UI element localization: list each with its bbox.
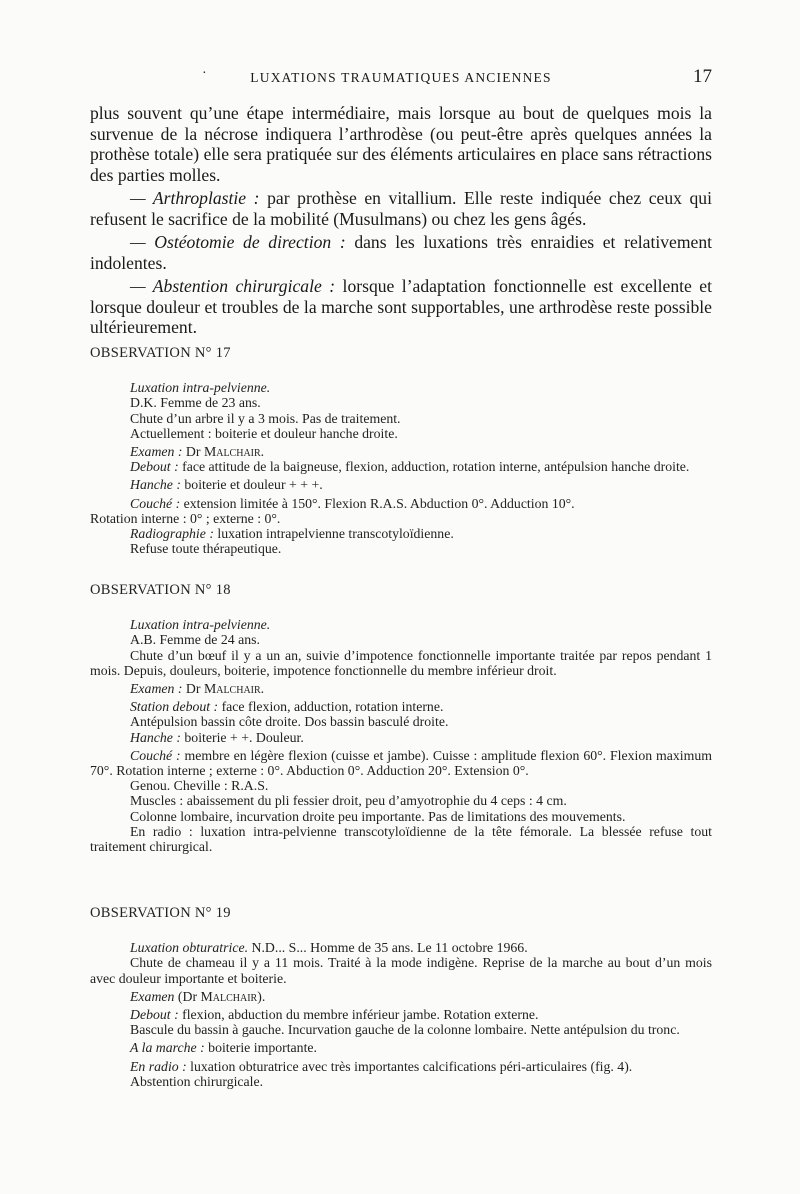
- station-finding: Station debout : face flexion, adduction, rotation interne.: [130, 699, 444, 715]
- patient-info: A.B. Femme de 24 ans.: [130, 632, 260, 648]
- abstention-label: — Abstention chirurgicale :: [130, 276, 336, 296]
- luxation-type: Luxation obturatrice. N.D... S... Homme de 35 ans. Le 11 octobre 1966.: [130, 940, 528, 956]
- debout-finding: Debout : flexion, abduction du membre inférieur jambe. Rotation externe.: [130, 1007, 539, 1023]
- radiographie-finding: Radiographie : luxation intrapelvienne transcotyloïdienne.: [130, 526, 454, 542]
- observation-heading: OBSERVATION N° 19: [90, 905, 231, 921]
- rotation-finding: Rotation interne : 0° ; externe : 0°.: [90, 510, 281, 526]
- history: Chute d’un arbre il y a 3 mois. Pas de traitement.: [130, 410, 401, 426]
- abstention-note: Abstention chirurgicale.: [130, 1073, 264, 1089]
- abstention-paragraph: [90, 276, 712, 338]
- examiner: Examen : Dr Malchair.: [130, 444, 265, 460]
- osteotomie-text: dans les luxations très enraidies et relativement indolentes.: [90, 232, 713, 273]
- current-state: Actuellement : boiterie et douleur hanche droite.: [130, 425, 398, 441]
- patient-info: D.K. Femme de 23 ans.: [130, 395, 261, 411]
- running-header: [90, 66, 712, 90]
- main-text: [90, 103, 712, 338]
- antepulsion-finding: Antépulsion bassin côte droite. Dos bassin basculé droite.: [130, 714, 449, 730]
- abstention-text: lorsque l’adaptation fonctionnelle est excellente et lorsque douleur et troubles de la marche sont supportables, une arthrodèse reste possible ultérieurement.: [90, 276, 712, 337]
- header-dot: ·: [202, 66, 207, 81]
- examiner: Examen : Dr Malchair.: [130, 681, 265, 697]
- hanche-finding: Hanche : boiterie et douleur + + +.: [130, 477, 323, 493]
- luxation-type: Luxation intra-pelvienne.: [130, 380, 271, 396]
- observation-heading: OBSERVATION N° 17: [90, 345, 231, 361]
- observation-heading: OBSERVATION N° 18: [90, 582, 231, 598]
- hanche-finding: Hanche : boiterie + +. Douleur.: [130, 729, 304, 745]
- arthroplastie-label: — Arthroplastie :: [130, 188, 260, 208]
- arthroplastie-paragraph: [90, 188, 712, 229]
- debout-finding: Debout : face attitude de la baigneuse, flexion, adduction, rotation interne, antépulsion hanche droite.: [130, 459, 690, 475]
- colonne-finding: Colonne lombaire, incurvation droite peu importante. Pas de limitations des mouvements.: [130, 808, 626, 824]
- luxation-type: Luxation intra-pelvienne.: [130, 617, 271, 633]
- intro-paragraph: plus souvent qu’une étape intermédiaire, mais lorsque au bout de quelques mois la survenue de la nécrose indiquera l’arthrodèse (ou peut-être après quelques années la prothèse totale) elle sera pratiquée sur des éléments articulaires en place sans rétractions des parties molles.: [90, 103, 712, 185]
- examiner: Examen (Dr Malchair).: [130, 988, 266, 1004]
- marche-finding: A la marche : boiterie importante.: [130, 1040, 317, 1056]
- radio-finding: En radio : luxation intra-pelvienne transcotyloïdienne de la tête fémorale. La blessée refuse tout traitement chirurgical.: [90, 823, 712, 855]
- observation-17: [90, 346, 712, 556]
- refusal: Refuse toute thérapeutique.: [130, 541, 282, 557]
- couche-finding: Couché : extension limitée à 150°. Flexion R.A.S. Abduction 0°. Adduction 10°.: [130, 495, 575, 511]
- osteotomie-paragraph: [90, 232, 712, 273]
- muscles-finding: Muscles : abaissement du pli fessier droit, peu d’amyotrophie du 4 ceps : 4 cm.: [130, 793, 567, 809]
- running-title: LUXATIONS TRAUMATIQUES ANCIENNES: [250, 70, 552, 85]
- page-number: 17: [693, 66, 712, 87]
- radio-finding: En radio : luxation obturatrice avec très importantes calcifications péri-articulaires (fig. 4).: [130, 1058, 633, 1074]
- arthroplastie-text: par prothèse en vitallium. Elle reste indiquée chez ceux qui refusent le sacrifice de la mobilité (Musulmans) ou chez les gens âgés.: [90, 188, 712, 229]
- genou-finding: Genou. Cheville : R.A.S.: [130, 778, 269, 794]
- history: Chute d’un bœuf il y a un an, suivie d’impotence fonctionnelle importante traitée par repos pendant 1 mois. Depuis, douleurs, boiterie, impotence fonctionnelle du membre inférieur droit.: [90, 647, 712, 678]
- bascule-finding: Bascule du bassin à gauche. Incurvation gauche de la colonne lombaire. Nette antépulsion du tronc.: [130, 1022, 680, 1038]
- couche-finding: Couché : membre en légère flexion (cuisse et jambe). Cuisse : amplitude flexion 60°. Flexion maximum 70°. Rotation interne ; externe : 0°. Abduction 0°. Adduction 20°. Extension 0°.: [90, 747, 712, 779]
- osteotomie-label: — Ostéotomie de direction :: [130, 232, 346, 252]
- history: Chute de chameau il y a 11 mois. Traité à la mode indigène. Reprise de la marche au bout d’un mois avec douleur importante et boiterie.: [90, 955, 712, 986]
- observation-19: [90, 906, 712, 1089]
- observation-18: [90, 583, 712, 854]
